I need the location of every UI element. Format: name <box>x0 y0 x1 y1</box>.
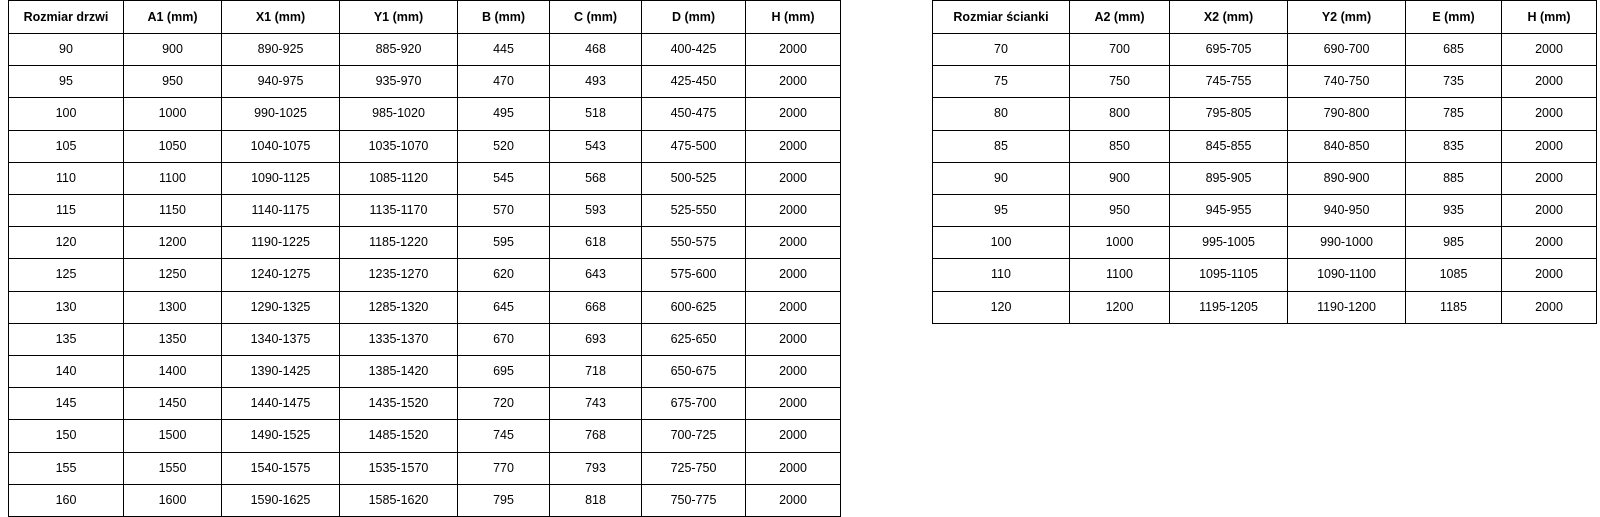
table-cell: 493 <box>550 66 642 98</box>
table-cell: 693 <box>550 323 642 355</box>
table-cell: 130 <box>9 291 124 323</box>
table-cell: 550-575 <box>642 227 746 259</box>
table-cell: 1040-1075 <box>222 130 340 162</box>
table-cell: 425-450 <box>642 66 746 98</box>
table-cell: 1095-1105 <box>1170 259 1288 291</box>
table-cell: 570 <box>458 195 550 227</box>
table-cell: 1200 <box>124 227 222 259</box>
table-cell: 1085 <box>1406 259 1502 291</box>
table-cell: 595 <box>458 227 550 259</box>
table-cell: 1540-1575 <box>222 452 340 484</box>
table-cell: 990-1000 <box>1288 227 1406 259</box>
table-cell: 105 <box>9 130 124 162</box>
table-cell: 1100 <box>124 162 222 194</box>
table-cell: 518 <box>550 98 642 130</box>
table-cell: 818 <box>550 484 642 516</box>
table-row <box>933 98 1597 130</box>
table-cell: 445 <box>458 34 550 66</box>
table-cell: 1335-1370 <box>340 323 458 355</box>
table-cell: 935 <box>1406 195 1502 227</box>
table-cell: 1440-1475 <box>222 388 340 420</box>
table-cell: 700 <box>1070 34 1170 66</box>
table-cell: 990-1025 <box>222 98 340 130</box>
table-cell: 1140-1175 <box>222 195 340 227</box>
table-cell: 1400 <box>124 356 222 388</box>
table-row <box>9 291 841 323</box>
table-cell: 120 <box>933 291 1070 323</box>
table-cell: 995-1005 <box>1170 227 1288 259</box>
table-row <box>9 195 841 227</box>
table-cell: 695 <box>458 356 550 388</box>
table-cell: 2000 <box>746 323 841 355</box>
table-cell: 725-750 <box>642 452 746 484</box>
table-cell: 155 <box>9 452 124 484</box>
table-row <box>9 227 841 259</box>
table-cell: 720 <box>458 388 550 420</box>
table-header-row <box>933 1 1597 34</box>
table-row <box>9 388 841 420</box>
table-row <box>9 259 841 291</box>
table-cell: 80 <box>933 98 1070 130</box>
table-cell: 2000 <box>1502 259 1597 291</box>
table-cell: 90 <box>9 34 124 66</box>
table-cell: 950 <box>124 66 222 98</box>
table-row <box>9 420 841 452</box>
table-cell: 475-500 <box>642 130 746 162</box>
table-cell: 700-725 <box>642 420 746 452</box>
table-cell: 1250 <box>124 259 222 291</box>
table-cell: 670 <box>458 323 550 355</box>
table-cell: 1485-1520 <box>340 420 458 452</box>
table-row <box>933 66 1597 98</box>
table-cell: 1000 <box>124 98 222 130</box>
table-row <box>933 195 1597 227</box>
table-cell: 675-700 <box>642 388 746 420</box>
table-cell: 1100 <box>1070 259 1170 291</box>
table-cell: 890-900 <box>1288 162 1406 194</box>
table-cell: 2000 <box>1502 66 1597 98</box>
table-cell: 735 <box>1406 66 1502 98</box>
column-header: X1 (mm) <box>222 1 340 34</box>
table-cell: 95 <box>933 195 1070 227</box>
table-cell: 90 <box>933 162 1070 194</box>
column-header: B (mm) <box>458 1 550 34</box>
table-row <box>9 323 841 355</box>
table-cell: 1185-1220 <box>340 227 458 259</box>
column-header: Y2 (mm) <box>1288 1 1406 34</box>
table-row <box>9 452 841 484</box>
table-cell: 400-425 <box>642 34 746 66</box>
table-cell: 985 <box>1406 227 1502 259</box>
table-header-row <box>9 1 841 34</box>
table-cell: 140 <box>9 356 124 388</box>
table-cell: 1590-1625 <box>222 484 340 516</box>
table-row <box>933 227 1597 259</box>
table-cell: 1300 <box>124 291 222 323</box>
table-cell: 790-800 <box>1288 98 1406 130</box>
table-cell: 795 <box>458 484 550 516</box>
table-cell: 470 <box>458 66 550 98</box>
table-row <box>933 291 1597 323</box>
table-cell: 85 <box>933 130 1070 162</box>
column-header: A1 (mm) <box>124 1 222 34</box>
table-cell: 160 <box>9 484 124 516</box>
column-header: H (mm) <box>746 1 841 34</box>
table-cell: 568 <box>550 162 642 194</box>
table-cell: 2000 <box>1502 98 1597 130</box>
table-cell: 795-805 <box>1170 98 1288 130</box>
table-cell: 845-855 <box>1170 130 1288 162</box>
table-cell: 1340-1375 <box>222 323 340 355</box>
column-header: X2 (mm) <box>1170 1 1288 34</box>
table-cell: 1200 <box>1070 291 1170 323</box>
table-cell: 695-705 <box>1170 34 1288 66</box>
table-row <box>9 66 841 98</box>
table-cell: 890-925 <box>222 34 340 66</box>
table-cell: 800 <box>1070 98 1170 130</box>
table-cell: 468 <box>550 34 642 66</box>
walls-table-container <box>932 0 1597 324</box>
table-cell: 718 <box>550 356 642 388</box>
table-cell: 2000 <box>746 291 841 323</box>
table-cell: 690-700 <box>1288 34 1406 66</box>
table-cell: 2000 <box>1502 195 1597 227</box>
table-cell: 120 <box>9 227 124 259</box>
table-cell: 745 <box>458 420 550 452</box>
table-cell: 1435-1520 <box>340 388 458 420</box>
table-cell: 1350 <box>124 323 222 355</box>
table-cell: 2000 <box>746 420 841 452</box>
table-cell: 1600 <box>124 484 222 516</box>
table-cell: 125 <box>9 259 124 291</box>
table-cell: 645 <box>458 291 550 323</box>
table-row <box>9 34 841 66</box>
table-cell: 900 <box>1070 162 1170 194</box>
table-cell: 600-625 <box>642 291 746 323</box>
table-row <box>933 34 1597 66</box>
table-cell: 2000 <box>746 66 841 98</box>
table-cell: 935-970 <box>340 66 458 98</box>
table-cell: 110 <box>9 162 124 194</box>
table-cell: 1240-1275 <box>222 259 340 291</box>
table-cell: 2000 <box>1502 227 1597 259</box>
table-cell: 545 <box>458 162 550 194</box>
table-cell: 643 <box>550 259 642 291</box>
table-cell: 450-475 <box>642 98 746 130</box>
table-cell: 2000 <box>746 452 841 484</box>
table-cell: 100 <box>9 98 124 130</box>
table-row <box>9 356 841 388</box>
table-cell: 495 <box>458 98 550 130</box>
table-cell: 1450 <box>124 388 222 420</box>
table-cell: 2000 <box>746 259 841 291</box>
table-cell: 2000 <box>746 356 841 388</box>
table-cell: 1035-1070 <box>340 130 458 162</box>
table-cell: 650-675 <box>642 356 746 388</box>
column-header: C (mm) <box>550 1 642 34</box>
table-row <box>9 130 841 162</box>
column-header: D (mm) <box>642 1 746 34</box>
table-cell: 520 <box>458 130 550 162</box>
column-header: Rozmiar ścianki <box>933 1 1070 34</box>
table-cell: 793 <box>550 452 642 484</box>
walls-dimensions-table <box>932 0 1597 324</box>
table-cell: 900 <box>124 34 222 66</box>
table-cell: 1000 <box>1070 227 1170 259</box>
table-row <box>933 259 1597 291</box>
table-cell: 1150 <box>124 195 222 227</box>
table-cell: 740-750 <box>1288 66 1406 98</box>
table-cell: 1185 <box>1406 291 1502 323</box>
table-cell: 2000 <box>1502 162 1597 194</box>
table-cell: 75 <box>933 66 1070 98</box>
table-cell: 1385-1420 <box>340 356 458 388</box>
table-cell: 885-920 <box>340 34 458 66</box>
table-cell: 750 <box>1070 66 1170 98</box>
table-cell: 1285-1320 <box>340 291 458 323</box>
table-cell: 2000 <box>746 227 841 259</box>
table-row <box>9 162 841 194</box>
table-cell: 745-755 <box>1170 66 1288 98</box>
table-cell: 1090-1125 <box>222 162 340 194</box>
table-cell: 768 <box>550 420 642 452</box>
table-cell: 145 <box>9 388 124 420</box>
table-cell: 620 <box>458 259 550 291</box>
table-cell: 895-905 <box>1170 162 1288 194</box>
table-cell: 500-525 <box>642 162 746 194</box>
table-cell: 985-1020 <box>340 98 458 130</box>
table-cell: 2000 <box>1502 130 1597 162</box>
table-cell: 1190-1225 <box>222 227 340 259</box>
table-cell: 2000 <box>1502 34 1597 66</box>
table-cell: 840-850 <box>1288 130 1406 162</box>
doors-table-container <box>8 0 841 517</box>
table-row <box>9 98 841 130</box>
table-cell: 685 <box>1406 34 1502 66</box>
table-cell: 543 <box>550 130 642 162</box>
table-cell: 1290-1325 <box>222 291 340 323</box>
table-cell: 850 <box>1070 130 1170 162</box>
table-cell: 1085-1120 <box>340 162 458 194</box>
column-header: Rozmiar drzwi <box>9 1 124 34</box>
table-cell: 1090-1100 <box>1288 259 1406 291</box>
table-cell: 525-550 <box>642 195 746 227</box>
table-cell: 1390-1425 <box>222 356 340 388</box>
table-cell: 945-955 <box>1170 195 1288 227</box>
table-cell: 785 <box>1406 98 1502 130</box>
table-cell: 135 <box>9 323 124 355</box>
table-cell: 110 <box>933 259 1070 291</box>
table-cell: 115 <box>9 195 124 227</box>
table-cell: 940-950 <box>1288 195 1406 227</box>
table-cell: 1535-1570 <box>340 452 458 484</box>
table-cell: 2000 <box>746 98 841 130</box>
table-cell: 1500 <box>124 420 222 452</box>
column-header: E (mm) <box>1406 1 1502 34</box>
table-cell: 1195-1205 <box>1170 291 1288 323</box>
column-header: H (mm) <box>1502 1 1597 34</box>
table-cell: 1235-1270 <box>340 259 458 291</box>
table-cell: 940-975 <box>222 66 340 98</box>
table-row <box>933 130 1597 162</box>
table-cell: 2000 <box>746 484 841 516</box>
table-cell: 593 <box>550 195 642 227</box>
table-cell: 770 <box>458 452 550 484</box>
table-cell: 625-650 <box>642 323 746 355</box>
table-cell: 1585-1620 <box>340 484 458 516</box>
doors-dimensions-table <box>8 0 841 517</box>
table-cell: 100 <box>933 227 1070 259</box>
column-header: Y1 (mm) <box>340 1 458 34</box>
table-cell: 1550 <box>124 452 222 484</box>
table-row <box>9 484 841 516</box>
table-cell: 618 <box>550 227 642 259</box>
column-header: A2 (mm) <box>1070 1 1170 34</box>
table-cell: 1490-1525 <box>222 420 340 452</box>
table-row <box>933 162 1597 194</box>
table-cell: 2000 <box>746 34 841 66</box>
table-cell: 1190-1200 <box>1288 291 1406 323</box>
table-cell: 668 <box>550 291 642 323</box>
table-cell: 70 <box>933 34 1070 66</box>
table-cell: 750-775 <box>642 484 746 516</box>
table-cell: 95 <box>9 66 124 98</box>
table-cell: 950 <box>1070 195 1170 227</box>
table-cell: 2000 <box>1502 291 1597 323</box>
table-cell: 2000 <box>746 130 841 162</box>
table-cell: 2000 <box>746 162 841 194</box>
table-cell: 1135-1170 <box>340 195 458 227</box>
table-cell: 743 <box>550 388 642 420</box>
table-cell: 1050 <box>124 130 222 162</box>
table-cell: 150 <box>9 420 124 452</box>
table-cell: 2000 <box>746 195 841 227</box>
table-cell: 2000 <box>746 388 841 420</box>
table-cell: 885 <box>1406 162 1502 194</box>
table-cell: 575-600 <box>642 259 746 291</box>
table-cell: 835 <box>1406 130 1502 162</box>
